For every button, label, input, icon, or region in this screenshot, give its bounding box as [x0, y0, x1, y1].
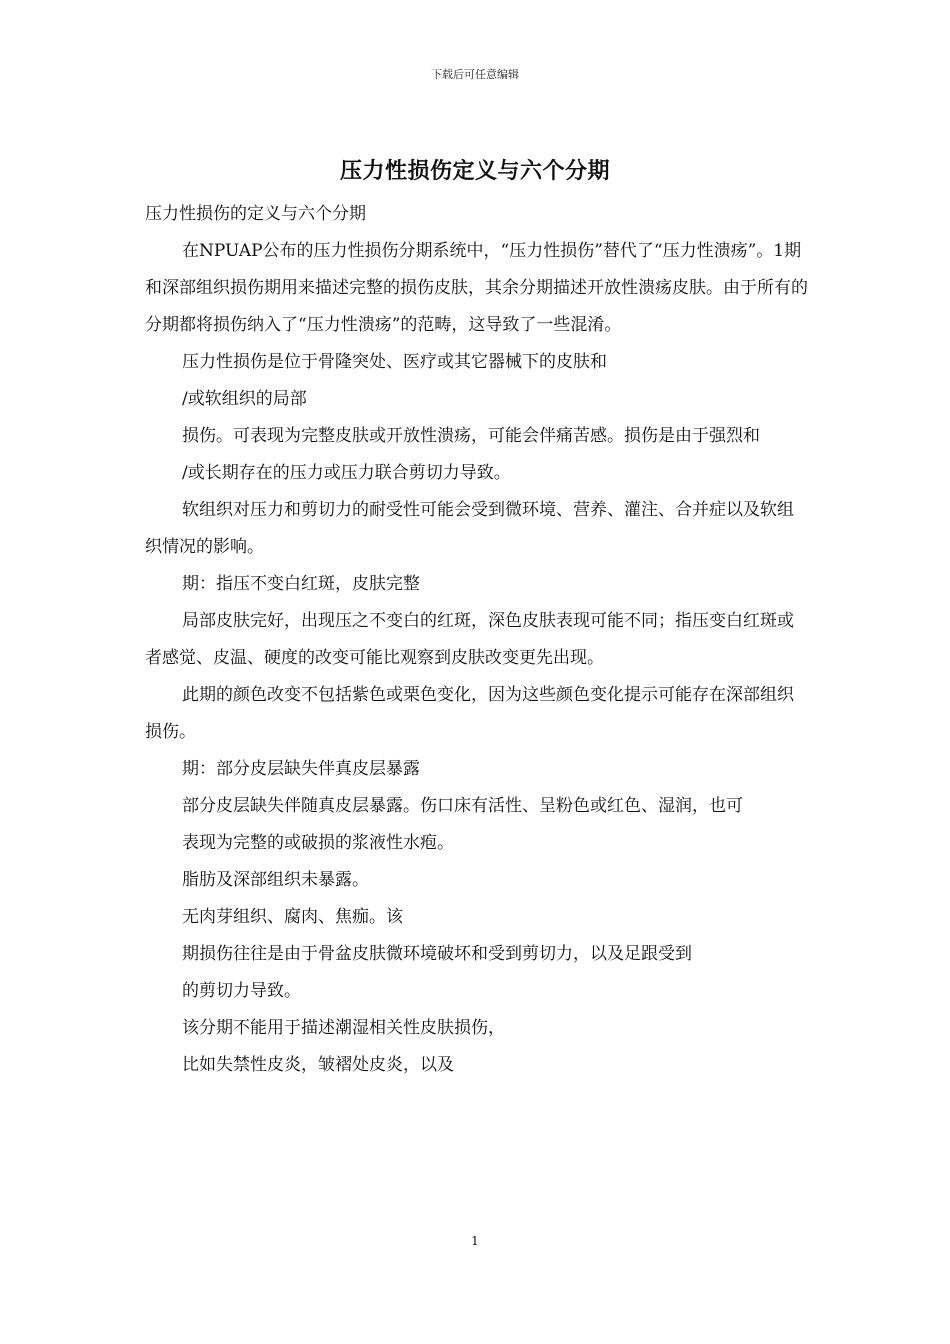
document-body	[145, 196, 810, 1084]
body-paragraph: 损伤。可表现为完整皮肤或开放性溃疡，可能会伴痛苦感。损伤是由于强烈和	[182, 426, 760, 446]
stage-heading: 期：部分皮层缺失伴真皮层暴露	[182, 759, 420, 779]
stage-heading: 期：指压不变白红斑，皮肤完整	[182, 574, 420, 594]
header-note: 下载后可任意编辑	[431, 68, 519, 81]
body-paragraph: 在NPUAP公布的压力性损伤分期系统中，“压力性损伤”替代了“压力性溃疡”。1期和深部组织损伤期用来描述完整的损伤皮肤，其余分期描述开放性溃疡皮肤。由于所有的分期都将损伤纳入了“压力性溃疡”的范畴，这导致了一些混淆。	[145, 241, 808, 335]
body-paragraph: 比如失禁性皮炎，皱褶处皮炎，以及	[182, 1055, 454, 1075]
body-paragraph: 表现为完整的或破损的浆液性水疱。	[182, 833, 454, 853]
body-paragraph: 该分期不能用于描述潮湿相关性皮肤损伤，	[182, 1018, 505, 1038]
body-paragraph: 压力性损伤是位于骨隆突处、医疗或其它器械下的皮肤和	[182, 352, 607, 372]
body-paragraph: /或软组织的局部	[182, 389, 307, 409]
body-paragraph: /或长期存在的压力或压力联合剪切力导致。	[182, 463, 511, 483]
body-paragraph: 此期的颜色改变不包括紫色或栗色变化，因为这些颜色变化提示可能存在深部组织损伤。	[145, 685, 794, 742]
body-paragraph: 压力性损伤的定义与六个分期	[145, 204, 366, 224]
page-number: 1	[471, 1234, 479, 1248]
body-paragraph: 脂肪及深部组织未暴露。	[182, 870, 369, 890]
document-title: 压力性损伤定义与六个分期	[339, 158, 610, 184]
body-paragraph: 无肉芽组织、腐肉、焦痂。该	[182, 907, 403, 927]
body-paragraph: 局部皮肤完好，出现压之不变白的红斑，深色皮肤表现可能不同；指压变白红斑或者感觉、皮温、硬度的改变可能比观察到皮肤改变更先出现。	[145, 611, 794, 668]
body-paragraph: 软组织对压力和剪切力的耐受性可能会受到微环境、营养、灌注、合并症以及软组织情况的影响。	[145, 500, 794, 557]
body-paragraph: 的剪切力导致。	[182, 981, 301, 1001]
body-paragraph: 期损伤往往是由于骨盆皮肤微环境破坏和受到剪切力，以及足跟受到	[182, 944, 692, 964]
body-paragraph: 部分皮层缺失伴随真皮层暴露。伤口床有活性、呈粉色或红色、湿润，也可	[182, 796, 743, 816]
